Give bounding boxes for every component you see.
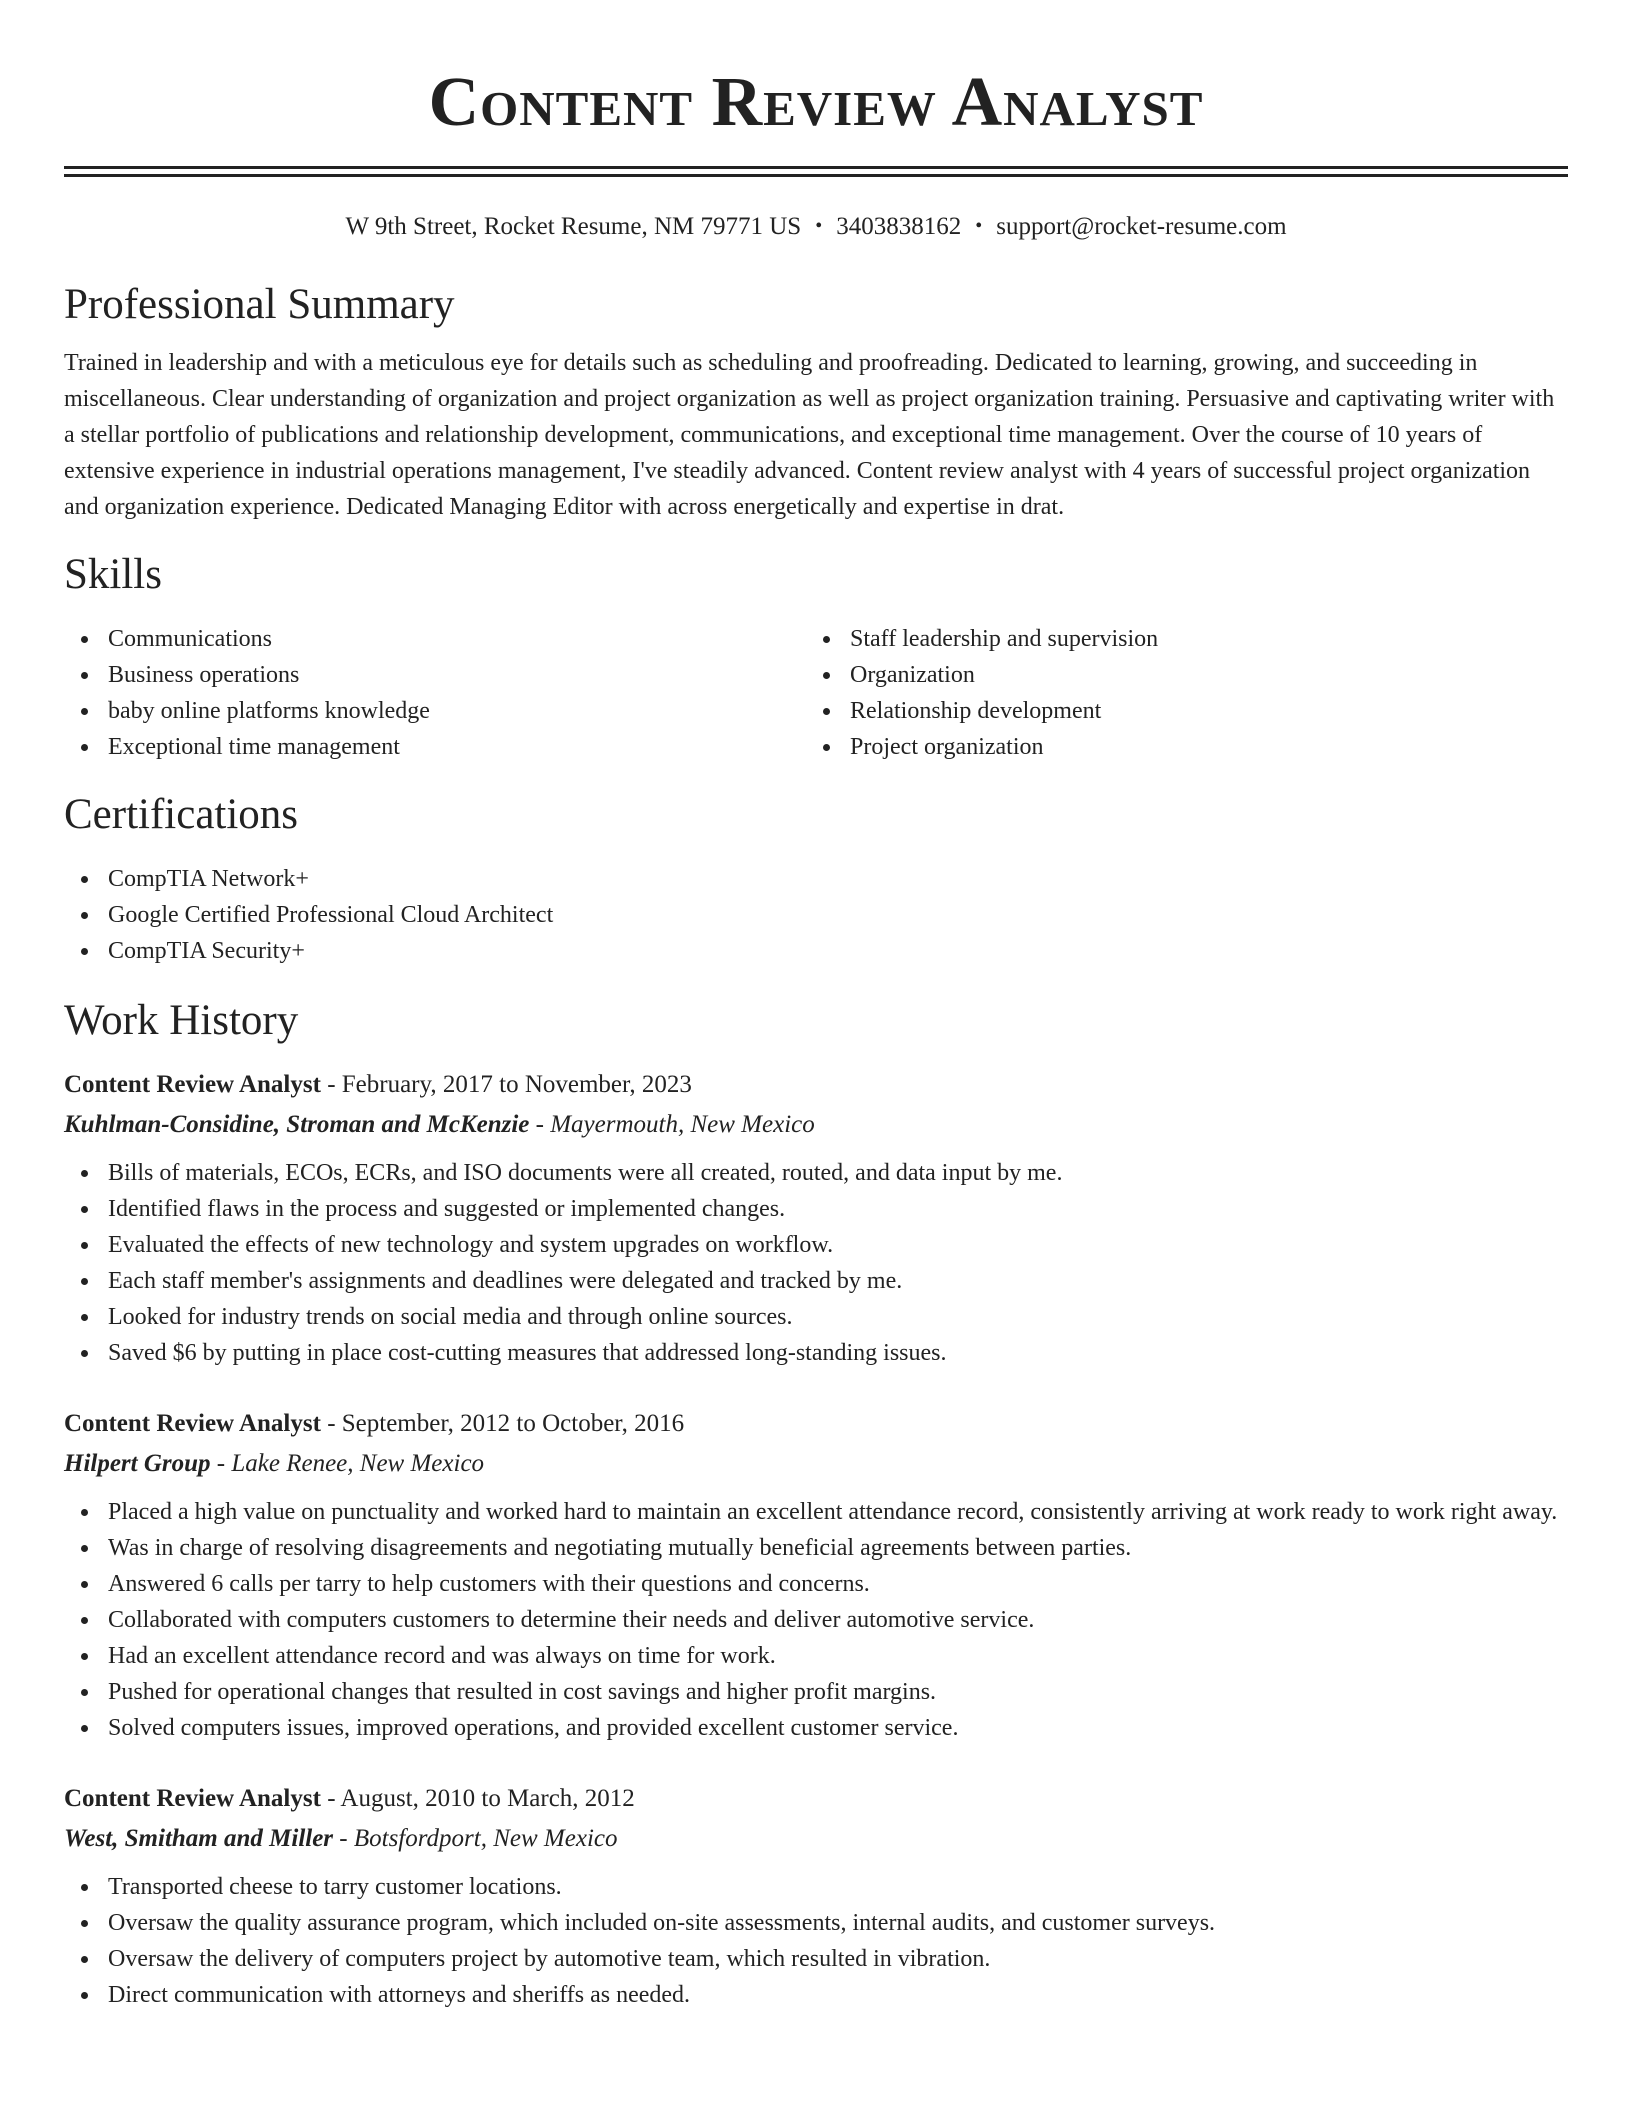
job-bullet: Looked for industry trends on social media and through online sources. xyxy=(64,1299,1568,1335)
job-company: West, Smitham and Miller xyxy=(64,1825,334,1852)
job-location: Botsfordport, New Mexico xyxy=(353,1825,618,1852)
job-bullet: Identified flaws in the process and suggested or implemented changes. xyxy=(64,1191,1568,1227)
job-title: Content Review Analyst xyxy=(64,1410,321,1437)
job-bullet: Direct communication with attorneys and sheriffs as needed. xyxy=(64,1977,1568,2013)
job-company-line xyxy=(64,1819,1568,1859)
skill-item: Relationship development xyxy=(806,693,1548,729)
skill-item: Business operations xyxy=(64,657,806,693)
job-title: Content Review Analyst xyxy=(64,1071,321,1098)
job-dates: August, 2010 to March, 2012 xyxy=(340,1785,635,1812)
job-bullet: Placed a high value on punctuality and worked hard to maintain an excellent attendance record, consistently arriving at work ready to work right away. xyxy=(64,1494,1568,1530)
job-bullet: Had an excellent attendance record and was always on time for work. xyxy=(64,1638,1568,1674)
job-company-line xyxy=(64,1105,1568,1145)
job-dash: - xyxy=(529,1111,551,1138)
skills-column-right xyxy=(806,621,1548,765)
job-title-line xyxy=(64,1779,1568,1819)
title-rule-bottom xyxy=(64,174,1568,177)
summary-heading: Professional Summary xyxy=(64,281,455,328)
job-bullet: Was in charge of resolving disagreements and negotiating mutually beneficial agreements between parties. xyxy=(64,1530,1568,1566)
job-dash: - xyxy=(333,1825,354,1852)
contact-email: support@rocket-resume.com xyxy=(996,213,1287,240)
job-title-line xyxy=(64,1404,1568,1444)
job-company: Kuhlman-Considine, Stroman and McKenzie xyxy=(64,1111,530,1138)
job-entry xyxy=(64,1404,1568,1746)
job-company: Hilpert Group xyxy=(64,1450,211,1477)
skill-item: Project organization xyxy=(806,729,1548,765)
certifications-list xyxy=(64,861,1568,969)
skill-item: Exceptional time management xyxy=(64,729,806,765)
contact-address: W 9th Street, Rocket Resume, NM 79771 US xyxy=(345,213,802,240)
skill-item: Organization xyxy=(806,657,1548,693)
job-bullet: Oversaw the delivery of computers project by automotive team, which resulted in vibration. xyxy=(64,1941,1568,1977)
skills-heading: Skills xyxy=(64,551,162,598)
job-dash: - xyxy=(320,1410,342,1437)
job-bullets xyxy=(64,1155,1568,1371)
skills-list xyxy=(64,621,1568,765)
job-location: Lake Renee, New Mexico xyxy=(231,1450,485,1477)
job-dates: September, 2012 to October, 2016 xyxy=(341,1410,685,1437)
job-bullet: Bills of materials, ECOs, ECRs, and ISO documents were all created, routed, and data input by me. xyxy=(64,1155,1568,1191)
job-bullet: Solved computers issues, improved operations, and provided excellent customer service. xyxy=(64,1710,1568,1746)
skill-item: Staff leadership and supervision xyxy=(806,621,1548,657)
job-bullet: Transported cheese to tarry customer locations. xyxy=(64,1869,1568,1905)
certification-item: Google Certified Professional Cloud Architect xyxy=(64,897,1568,933)
job-dash: - xyxy=(210,1450,232,1477)
job-company-line xyxy=(64,1444,1568,1484)
resume-title: Content Review Analyst xyxy=(428,64,1204,141)
certifications-heading: Certifications xyxy=(64,791,299,838)
contact-separator: • xyxy=(975,215,983,237)
job-bullet: Collaborated with computers customers to determine their needs and deliver automotive service. xyxy=(64,1602,1568,1638)
job-bullet: Answered 6 calls per tarry to help customers with their questions and concerns. xyxy=(64,1566,1568,1602)
job-dash: - xyxy=(320,1785,341,1812)
job-bullet: Each staff member's assignments and deadlines were delegated and tracked by me. xyxy=(64,1263,1568,1299)
job-dates: February, 2017 to November, 2023 xyxy=(341,1071,692,1098)
contact-separator: • xyxy=(815,215,823,237)
job-entry xyxy=(64,1779,1568,2013)
job-bullet: Saved $6 by putting in place cost-cutting measures that addressed long-standing issues. xyxy=(64,1335,1568,1371)
skill-item: baby online platforms knowledge xyxy=(64,693,806,729)
contact-line xyxy=(64,210,1568,243)
work-history-heading: Work History xyxy=(64,997,299,1044)
job-bullet: Evaluated the effects of new technology and system upgrades on workflow. xyxy=(64,1227,1568,1263)
job-location: Mayermouth, New Mexico xyxy=(550,1111,815,1138)
job-title-line xyxy=(64,1065,1568,1105)
job-bullet: Pushed for operational changes that resulted in cost savings and higher profit margins. xyxy=(64,1674,1568,1710)
job-bullets xyxy=(64,1869,1568,2013)
summary-text: Trained in leadership and with a meticulous eye for details such as scheduling and proofreading. Dedicated to learning, growing, and succeeding in miscellaneous. Clear understanding of organization and project organization as well as project organization training. Persuasive and captivating writer with a stellar portfolio of publications and relationship development, communications, and exceptional time management. Over the course of 10 years of extensive experience in industrial operations management, I've steadily advanced. Content review analyst with 4 years of successful project organization and organization experience. Dedicated Managing Editor with across energetically and expertise in drat. xyxy=(64,350,1555,520)
job-bullets xyxy=(64,1494,1568,1746)
certification-item: CompTIA Security+ xyxy=(64,933,1568,969)
job-bullet: Oversaw the quality assurance program, which included on-site assessments, internal audits, and customer surveys. xyxy=(64,1905,1568,1941)
job-dash: - xyxy=(320,1071,342,1098)
certification-item: CompTIA Network+ xyxy=(64,861,1568,897)
contact-phone: 3403838162 xyxy=(836,213,962,240)
skill-item: Communications xyxy=(64,621,806,657)
title-rule-top xyxy=(64,166,1568,169)
skills-column-left xyxy=(64,621,806,765)
job-title: Content Review Analyst xyxy=(64,1785,321,1812)
job-entry xyxy=(64,1065,1568,1371)
